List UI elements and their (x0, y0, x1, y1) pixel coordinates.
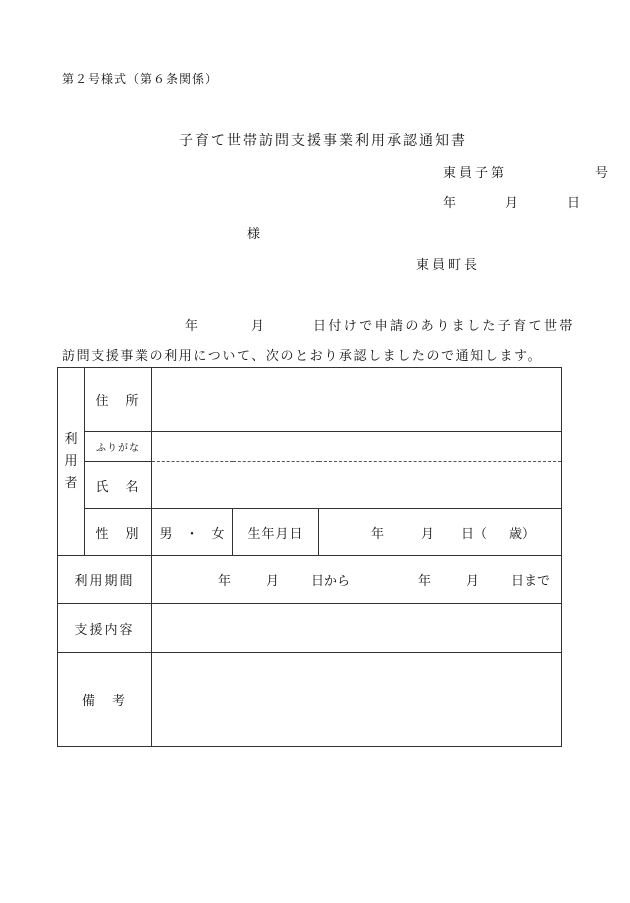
date-year: 年 (443, 196, 457, 211)
user-side-char-2: 用 (64, 453, 78, 469)
body-line-2: 訪問支援事業の利用について、次のとおり承認しましたので通知します。 (62, 349, 543, 364)
document-number (443, 162, 611, 181)
issuer-name: 東員町長 (416, 258, 481, 273)
period-to-year: 年 (418, 574, 432, 589)
address-label: 住 所 (85, 368, 152, 432)
details-table (57, 367, 562, 747)
name-field[interactable] (152, 462, 562, 509)
birth-month: 月 (421, 526, 435, 542)
period-from-year: 年 (218, 574, 232, 589)
birth-year: 年 (371, 526, 385, 542)
sex-options[interactable]: 男 ・ 女 (152, 509, 233, 556)
period-from-month: 月 (266, 574, 280, 589)
period-from-day: 日から (311, 574, 351, 589)
date-day: 日 (567, 196, 581, 211)
sex-label: 性 別 (85, 509, 152, 556)
furigana-field[interactable] (152, 432, 562, 462)
doc-number-suffix: 号 (595, 166, 612, 181)
document-title: 子育て世帯訪問支援事業利用承認通知書 (179, 133, 467, 149)
birth-day: 日（ (461, 526, 488, 542)
period-label: 利用期間 (58, 556, 152, 604)
birth-label: 生年月日 (233, 509, 319, 556)
period-to-day: 日まで (511, 574, 551, 589)
period-to-month: 月 (466, 574, 480, 589)
user-side-label (58, 368, 85, 556)
furigana-label: ふりがな (85, 432, 152, 462)
doc-number-prefix: 東員子第 (443, 166, 508, 181)
date-month: 月 (505, 196, 519, 211)
address-field[interactable] (152, 368, 562, 432)
support-field[interactable] (152, 604, 562, 653)
remarks-field[interactable] (152, 653, 562, 747)
user-side-char-1: 利 (64, 431, 78, 447)
support-label: 支援内容 (58, 604, 152, 653)
body-line-1 (185, 315, 575, 334)
form-number: 第２号様式（第６条関係） (62, 72, 219, 86)
period-field[interactable] (152, 556, 562, 604)
name-label: 氏 名 (85, 462, 152, 509)
body-line-1-rest: 日付けで申請のありました子育て世帯 (313, 319, 575, 334)
body-year: 年 (185, 319, 199, 334)
user-side-char-3: 者 (64, 475, 78, 491)
birth-age: 歳） (509, 526, 536, 542)
body-month: 月 (251, 319, 265, 334)
birth-date-field[interactable] (319, 509, 562, 556)
issue-date (443, 192, 580, 211)
addressee-suffix: 様 (247, 227, 261, 242)
remarks-label: 備 考 (58, 653, 152, 747)
